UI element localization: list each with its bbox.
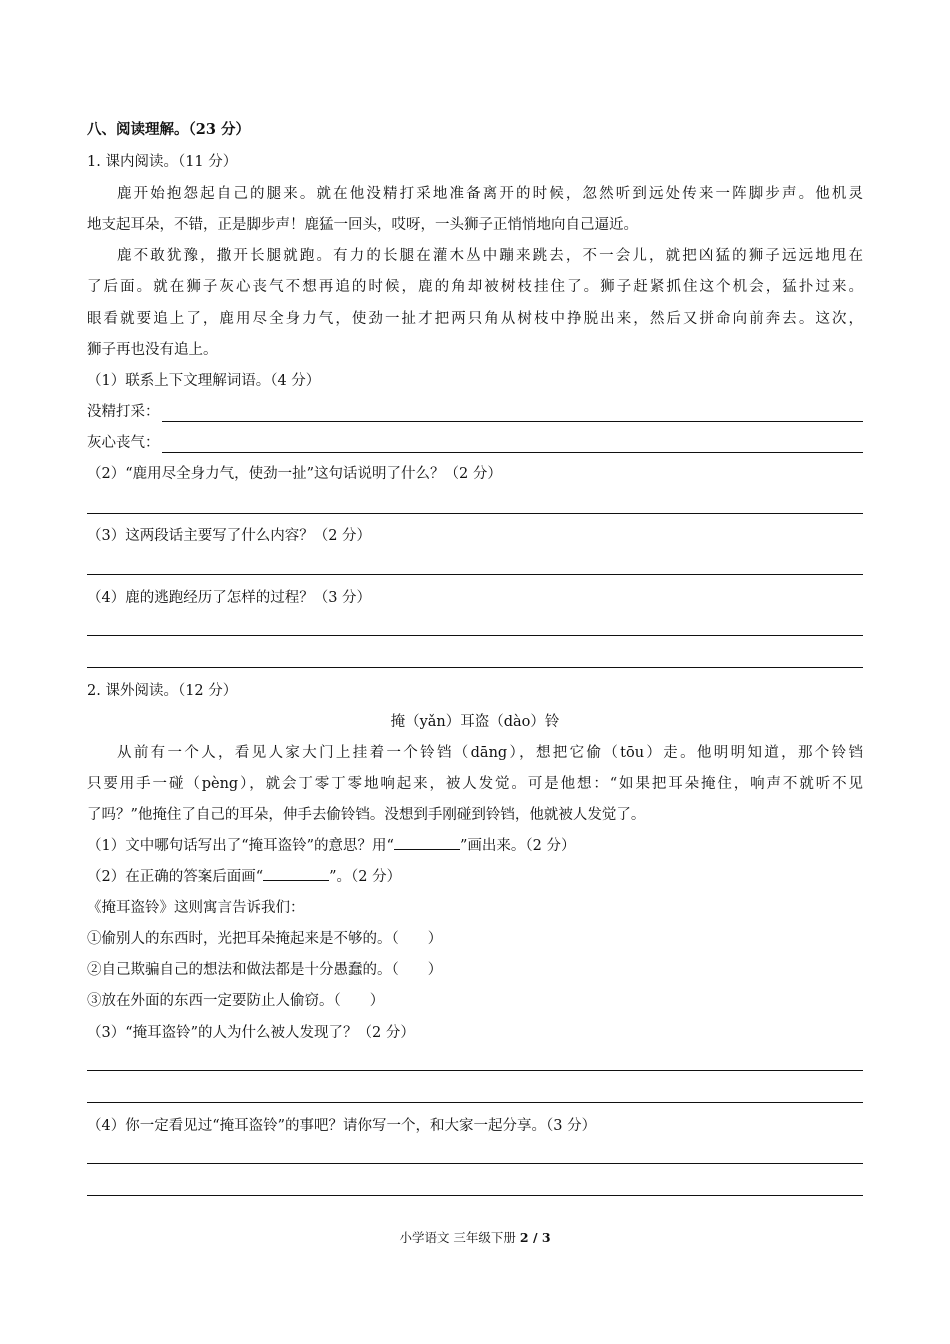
part1-heading: 1. 课内阅读。（11 分） bbox=[87, 154, 238, 170]
passage1-line: 了后面。就在狮子灰心丧气不想再追的时候，鹿的角却被树枝挂住了。狮子赶紧抓住这个机会，猛扑过来。 bbox=[87, 279, 863, 295]
option-3[interactable]: ③放在外面的东西一定要防止人偷窃。（ ） bbox=[87, 993, 385, 1009]
answer-line[interactable] bbox=[87, 513, 863, 514]
passage2-line: 了吗？”他掩住了自己的耳朵，伸手去偷铃铛。没想到手刚碰到铃铛，他就被人发觉了。 bbox=[87, 807, 646, 823]
question-2-2-stem: 《掩耳盗铃》这则寓言告诉我们： bbox=[87, 900, 305, 916]
question-2-1-text-b: ”画出来。（2 分） bbox=[459, 838, 576, 854]
word-1-answer-row[interactable] bbox=[87, 402, 863, 422]
passage2-line: 从前有一个人，看见人家大门上挂着一个铃铛（dāng），想把它偷（tōu）走。他明明知道，那个铃铛 bbox=[117, 745, 863, 761]
question-2-1-text-a: （1）文中哪句话写出了“掩耳盗铃”的意思？用“ bbox=[87, 838, 394, 854]
question-2-2-text-b: ”。（2 分） bbox=[329, 869, 402, 885]
question-2-2 bbox=[87, 867, 863, 887]
page-number: 2 / 3 bbox=[519, 1230, 551, 1245]
answer-line[interactable] bbox=[87, 1070, 863, 1071]
answer-line[interactable] bbox=[162, 406, 864, 422]
word-2-answer-row[interactable] bbox=[87, 433, 863, 453]
question-2-4: （4）你一定看见过“掩耳盗铃”的事吧？请你写一个，和大家一起分享。（3 分） bbox=[87, 1118, 597, 1134]
part2-heading: 2. 课外阅读。（12 分） bbox=[87, 683, 238, 699]
answer-line[interactable] bbox=[87, 1195, 863, 1196]
option-1[interactable]: ①偷别人的东西时，光把耳朵掩起来是不够的。（ ） bbox=[87, 931, 443, 947]
section-title: 八、阅读理解。（23 分） bbox=[87, 121, 250, 138]
question-1-4: （4）鹿的逃跑经历了怎样的过程？（3 分） bbox=[87, 590, 372, 606]
word-2-label: 灰心丧气： bbox=[87, 435, 160, 451]
answer-line[interactable] bbox=[87, 1163, 863, 1164]
question-2-3: （3）“掩耳盗铃”的人为什么被人发现了？（2 分） bbox=[87, 1025, 415, 1041]
passage2-line: 只要用手一碰（pèng），就会丁零丁零地响起来，被人发觉。可是他想：“如果把耳朵掩住，响声不就听不见 bbox=[87, 776, 863, 792]
passage1-line: 鹿不敢犹豫，撒开长腿就跑。有力的长腿在灌木丛中蹦来跳去，不一会儿，就把凶猛的狮子远远地甩在 bbox=[117, 248, 863, 264]
passage1-line: 地支起耳朵，不错，正是脚步声！鹿猛一回头，哎呀，一头狮子正悄悄地向自己逼近。 bbox=[87, 217, 638, 233]
story-title: 掩（yǎn）耳盗（dào）铃 bbox=[390, 714, 560, 730]
passage1-line: 狮子再也没有追上。 bbox=[87, 342, 218, 358]
underline-mark bbox=[263, 867, 329, 881]
question-1-2: （2）“鹿用尽全身力气，使劲一扯”这句话说明了什么？（2 分） bbox=[87, 466, 502, 482]
word-1-label: 没精打采： bbox=[87, 404, 160, 420]
answer-line[interactable] bbox=[87, 667, 863, 668]
page-footer bbox=[0, 1229, 950, 1247]
underline-mark bbox=[394, 836, 460, 850]
passage1-line: 鹿开始抱怨起自己的腿来。就在他没精打采地准备离开的时候，忽然听到远处传来一阵脚步声。他机灵 bbox=[117, 186, 863, 202]
answer-line[interactable] bbox=[162, 437, 864, 453]
answer-line[interactable] bbox=[87, 574, 863, 575]
question-1-3: （3）这两段话主要写了什么内容？（2 分） bbox=[87, 528, 372, 544]
answer-line[interactable] bbox=[87, 1102, 863, 1103]
option-2[interactable]: ②自己欺骗自己的想法和做法都是十分愚蠢的。（ ） bbox=[87, 962, 443, 978]
question-1-1: （1）联系上下文理解词语。（4 分） bbox=[87, 373, 321, 389]
question-2-1 bbox=[87, 836, 863, 856]
answer-line[interactable] bbox=[87, 635, 863, 636]
passage1-line: 眼看就要追上了，鹿用尽全身力气，使劲一扯才把两只角从树枝中挣脱出来，然后又拼命向前奔去。这次， bbox=[87, 311, 863, 327]
question-2-2-text-a: （2）在正确的答案后面画“ bbox=[87, 869, 264, 885]
footer-subject: 小学语文 三年级下册 bbox=[399, 1230, 520, 1245]
